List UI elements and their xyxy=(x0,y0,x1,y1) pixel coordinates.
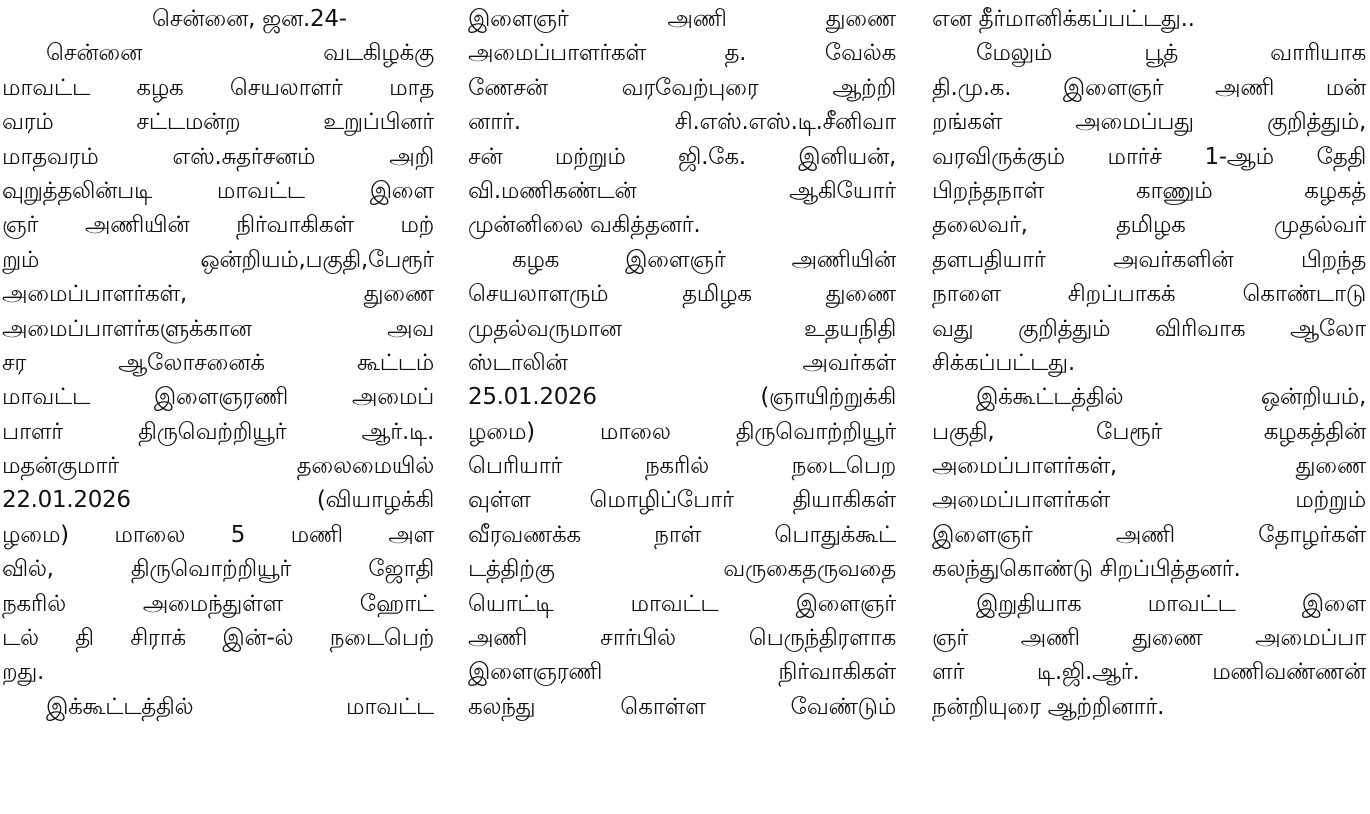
article-text-line: மாவட்ட இளைஞரணி அமைப் xyxy=(2,384,434,411)
article-text-line: என தீர்மானிக்கப்பட்டது.. xyxy=(932,6,1195,32)
article-text-line: சென்னை வடகிழக்கு xyxy=(46,40,434,67)
article-text-line: அணி சார்பில் பெருந்திரளாக xyxy=(468,625,896,652)
article-text-line: வீரவணக்க நாள் பொதுக்கூட் xyxy=(468,521,896,548)
article-text-line: கலந்து கொள்ள வேண்டும் xyxy=(468,693,896,720)
article-text-line: ழமை) மாலை திருவொற்றியூர் xyxy=(468,418,896,445)
article-text-line: ளர் டி.ஜி.ஆர். மணிவண்ணன் xyxy=(932,659,1366,686)
article-text-line: 22.01.2026 (வியாழக்கி xyxy=(2,487,434,514)
article-text-line: இக்கூட்டத்தில் ஒன்றியம், xyxy=(976,384,1366,411)
article-text-line: சிக்கப்பட்டது. xyxy=(932,349,1075,376)
article-text-line: இளைஞர் அணி தோழர்கள் xyxy=(932,521,1366,548)
article-text-line: இறுதியாக மாவட்ட இளை xyxy=(976,590,1366,617)
article-text-line: இளைஞர் அணி துணை xyxy=(468,6,896,32)
article-text-line: வரம் சட்டமன்ற உறுப்பினர் xyxy=(2,109,434,136)
article-text-line: நன்றியுரை ஆற்றினார். xyxy=(932,693,1165,720)
article-text-line: வரவிருக்கும் மார்ச் 1-ஆம் தேதி xyxy=(932,143,1366,170)
article-text-line: ஸ்டாலின் அவர்கள் xyxy=(468,349,896,376)
article-text-line: பாளர் திருவெற்றியூர் ஆர்.டி. xyxy=(2,418,434,445)
article-text-line: றது. xyxy=(2,659,45,686)
article-text-line: ழமை) மாலை 5 மணி அள xyxy=(2,521,434,548)
article-text-line: அமைப்பாளர்களுக்கான அவ xyxy=(2,315,434,342)
article-text-line: அமைப்பாளர்கள் த. வேல்க xyxy=(468,40,896,67)
article-text-line: வுள்ள மொழிப்போர் தியாகிகள் xyxy=(468,487,896,514)
article-text-line: பிறந்தநாள் காணும் கழகத் xyxy=(932,177,1366,204)
article-text-line: மாதவரம் எஸ்.சுதர்சனம் அறி xyxy=(2,143,434,170)
article-column-1 xyxy=(0,2,440,812)
article-text-line: யொட்டி மாவட்ட இளைஞர் xyxy=(468,590,896,617)
article-text-line: னார். சி.எஸ்.எஸ்.டி.சீனிவா xyxy=(468,109,896,136)
article-text-line: வுறுத்தலின்படி மாவட்ட இளை xyxy=(2,177,434,204)
article-text-line: வது குறித்தும் விரிவாக ஆலோ xyxy=(932,315,1366,342)
article-text-line: தலைவர், தமிழக முதல்வர் xyxy=(932,212,1366,239)
article-text-line: 25.01.2026 (ஞாயிற்றுக்கி xyxy=(468,384,896,411)
article-text-line: வில், திருவொற்றியூர் ஜோதி xyxy=(2,556,434,583)
article-text-line: அமைப்பாளர்கள், துணை xyxy=(2,281,434,308)
article-text-line: ஞர் அணியின் நிர்வாகிகள் மற் xyxy=(2,212,434,239)
article-text-line: இக்கூட்டத்தில் மாவட்ட xyxy=(46,693,434,720)
article-text-line: கழக இளைஞர் அணியின் xyxy=(512,246,896,273)
article-text-line: சர ஆலோசனைக் கூட்டம் xyxy=(2,349,434,376)
article-text-line: வி.மணிகண்டன் ஆகியோர் xyxy=(468,177,896,204)
article-text-line: செயலாளரும் தமிழக துணை xyxy=(468,281,896,308)
article-text-line: மேலும் பூத் வாரியாக xyxy=(976,40,1366,67)
article-text-line: சன் மற்றும் ஜி.கே. இனியன், xyxy=(468,143,896,170)
article-text-line: அமைப்பாளர்கள், துணை xyxy=(932,453,1366,480)
article-text-line: நகரில் அமைந்துள்ள ஹோட் xyxy=(2,590,434,617)
article-text-line: அமைப்பாளர்கள் மற்றும் xyxy=(932,487,1366,514)
article-text-line: மாவட்ட கழக செயலாளர் மாத xyxy=(2,74,434,101)
article-text-line: டல் தி சிராக் இன்-ல் நடைபெற் xyxy=(2,625,434,652)
article-text-line: ணேசன் வரவேற்புரை ஆற்றி xyxy=(468,74,896,101)
article-text-line: கலந்துகொண்டு சிறப்பித்தனர். xyxy=(932,556,1241,583)
article-text-line: முன்னிலை வகித்தனர். xyxy=(468,212,701,239)
article-text-line: பெரியார் நகரில் நடைபெற xyxy=(468,453,896,480)
dateline: சென்னை, ஜன.24- xyxy=(152,6,347,32)
article-text-line: றும் ஒன்றியம்,பகுதி,பேரூர் xyxy=(2,246,434,273)
article-text-line: தளபதியார் அவர்களின் பிறந்த xyxy=(932,246,1366,273)
article-text-line: நாளை சிறப்பாகக் கொண்டாடு xyxy=(932,281,1366,308)
article-text-line: மதன்குமார் தலைமையில் xyxy=(2,453,434,480)
article-text-line: பகுதி, பேரூர் கழகத்தின் xyxy=(932,418,1366,445)
article-text-line: றங்கள் அமைப்பது குறித்தும், xyxy=(932,109,1366,136)
article-column-3 xyxy=(902,2,1370,812)
article-text-line: முதல்வருமான உதயநிதி xyxy=(468,315,896,342)
article-text-line: ஞர் அணி துணை அமைப்பா xyxy=(932,625,1366,652)
article-text-line: டத்திற்கு வருகைதருவதை xyxy=(468,556,896,583)
article-text-line: இளைஞரணி நிர்வாகிகள் xyxy=(468,659,896,686)
article-column-2 xyxy=(440,2,902,812)
article-text-line: தி.மு.க. இளைஞர் அணி மன் xyxy=(932,74,1366,101)
